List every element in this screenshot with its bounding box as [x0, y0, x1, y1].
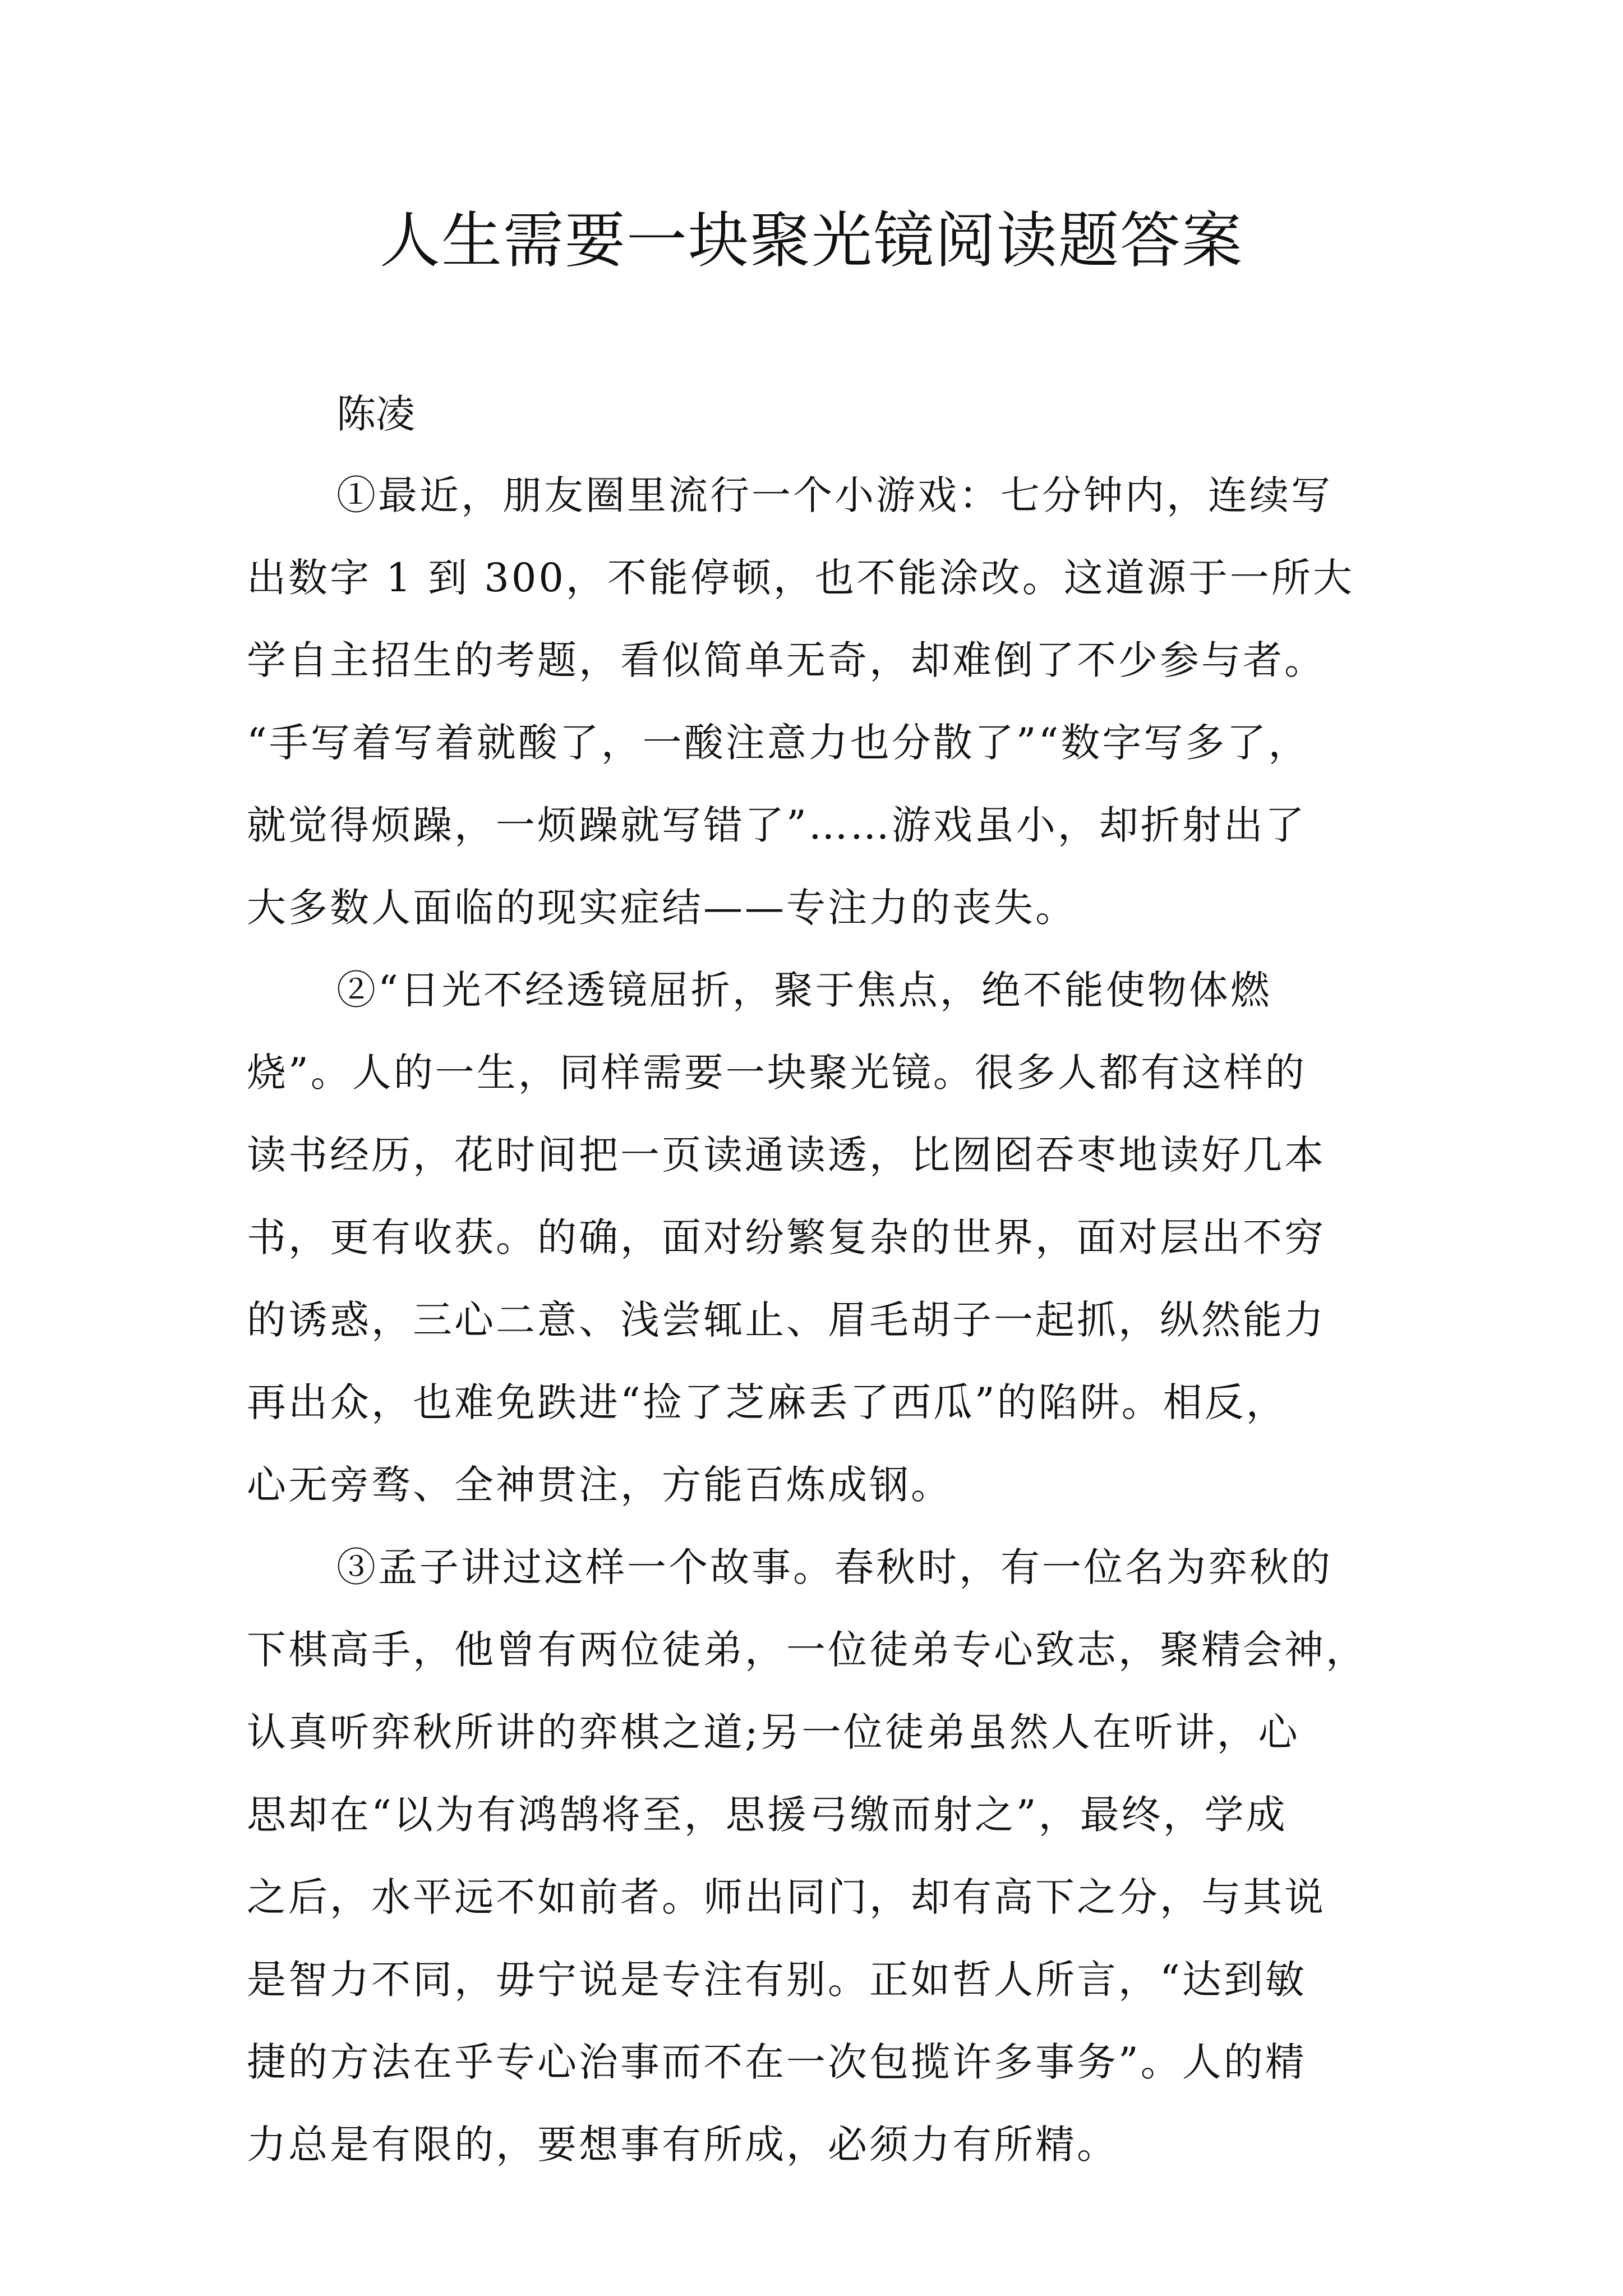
paragraph-1-line-6: 大多数人面临的现实症结——专注力的丧失。	[247, 885, 1077, 931]
paragraph-1-line-4: “手写着写着就酸了，一酸注意力也分散了”“数字写多了，	[247, 720, 1310, 766]
paragraph-2-line-7: 心无旁骛、全神贯注，方能百炼成钢。	[247, 1462, 952, 1508]
paragraph-2-line-1: ②“日光不经透镜屈折，聚于焦点，绝不能使物体燃	[336, 967, 1272, 1013]
paragraph-2-line-5: 的诱惑，三心二意、浅尝辄止、眉毛胡子一起抓，纵然能力	[247, 1297, 1326, 1343]
paragraph-2-line-2: 烧”。人的一生，同样需要一块聚光镜。很多人都有这样的	[247, 1050, 1307, 1096]
paragraph-3-line-3: 认真听弈秋所讲的弈棋之道;另一位徒弟虽然人在听讲，心	[247, 1709, 1300, 1755]
paragraph-1-line-3: 学自主招生的考题，看似简单无奇，却难倒了不少参与者。	[247, 637, 1326, 683]
paragraph-2-line-3: 读书经历，花时间把一页读通读透，比囫囵吞枣地读好几本	[247, 1132, 1326, 1178]
paragraph-3-line-2: 下棋高手，他曾有两位徒弟，一位徒弟专心致志，聚精会神，	[247, 1627, 1367, 1673]
paragraph-3-line-7: 捷的方法在乎专心治事而不在一次包揽许多事务”。人的精	[247, 2039, 1307, 2085]
paragraph-3-line-8: 力总是有限的，要想事有所成，必须力有所精。	[247, 2122, 1118, 2168]
paragraph-2-line-4: 书，更有收获。的确，面对纷繁复杂的世界，面对层出不穷	[247, 1214, 1326, 1260]
paragraph-3-line-4: 思却在“以为有鸿鹄将至，思援弓缴而射之”，最终，学成	[247, 1792, 1288, 1838]
document-title: 人生需要一块聚光镜阅读题答案	[379, 206, 1243, 276]
paragraph-1-line-1: ①最近，朋友圈里流行一个小游戏：七分钟内，连续写	[336, 472, 1332, 518]
author-name: 陈凌	[336, 391, 415, 437]
paragraph-3-line-5: 之后，水平远不如前者。师出同门，却有高下之分，与其说	[247, 1874, 1326, 1920]
paragraph-1-line-2: 出数字 1 到 300，不能停顿，也不能涂改。这道源于一所大	[247, 555, 1354, 601]
paragraph-3-line-1: ③孟子讲过这样一个故事。春秋时，有一位名为弈秋的	[336, 1544, 1332, 1590]
paragraph-2-line-6: 再出众，也难免跌进“捡了芝麻丢了西瓜”的陷阱。相反，	[247, 1379, 1288, 1425]
paragraph-3-line-6: 是智力不同，毋宁说是专注有别。正如哲人所言，“达到敏	[247, 1957, 1307, 2003]
paragraph-1-line-5: 就觉得烦躁，一烦躁就写错了”……游戏虽小，却折射出了	[247, 802, 1307, 848]
